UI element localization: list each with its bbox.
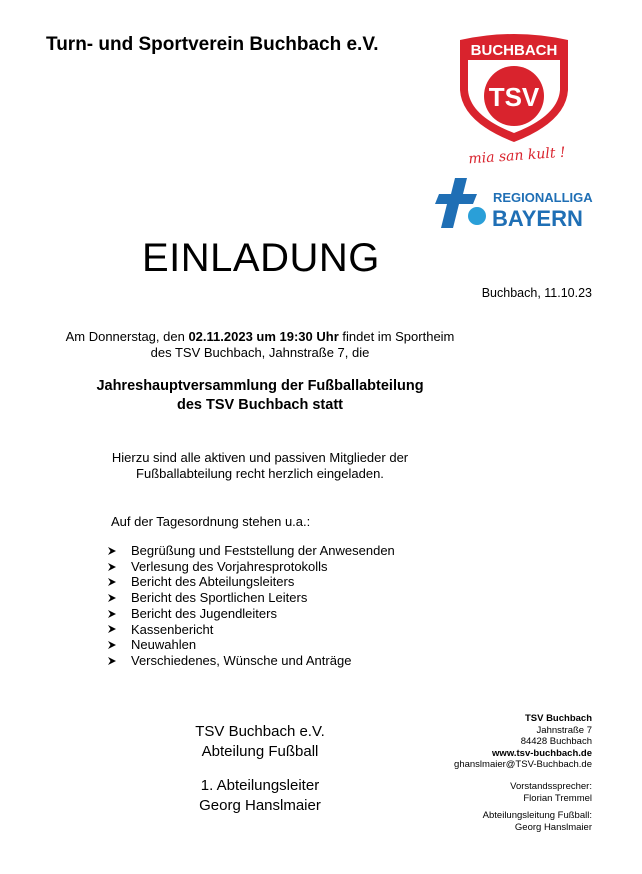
tsv-logo-slogan: mia san kult ! [467, 144, 567, 168]
agenda-item-label: Bericht des Abteilungsleiters [131, 574, 295, 590]
intro-part2: findet im Sportheim [338, 329, 455, 344]
contact-street: Jahnstraße 7 [536, 724, 592, 736]
agenda-item-label: Verlesung des Vorjahresprotokolls [131, 558, 328, 574]
signature-role: 1. Abteilungsleiter [200, 777, 320, 794]
agenda-item-label: Verschiedenes, Wünsche und Anträge [131, 652, 352, 668]
arrow-bullet-icon [107, 656, 117, 666]
spokesperson-name: Florian Tremmel [523, 792, 592, 804]
tsv-logo-top-text: BUCHBACH [470, 42, 558, 59]
club-name: Turn- und Sportverein Buchbach e.V. [46, 34, 379, 55]
intro-line1 [20, 329, 500, 345]
agenda-item [107, 637, 395, 653]
signature-org-line2: Abteilung Fußball [201, 743, 319, 760]
agenda-item [107, 606, 395, 622]
contact-management [483, 810, 592, 833]
contact-email-link[interactable]: ghanslmaier@TSV-Buchbach.de [454, 759, 592, 770]
headline-line1: Jahreshauptversammlung der Fußballabteilung [96, 378, 424, 394]
agenda-item [107, 590, 395, 606]
arrow-bullet-icon [107, 640, 117, 650]
regionalliga-bayern-logo [433, 176, 597, 230]
meeting-datetime: 02.11.2023 um 19:30 Uhr [188, 329, 339, 344]
arrow-bullet-icon [107, 609, 117, 619]
arrow-bullet-icon [107, 546, 117, 556]
agenda-item [107, 653, 395, 669]
agenda-item [107, 622, 395, 638]
intro-part1: Am Donnerstag, den [65, 329, 189, 344]
contact-web-link[interactable]: www.tsv-buchbach.de [492, 747, 592, 759]
tsv-logo-center-text: TSV [488, 82, 540, 112]
agenda-list [107, 543, 395, 669]
page-title: EINLADUNG [142, 236, 380, 280]
agenda-item-label: Neuwahlen [131, 637, 197, 653]
intro-text [20, 329, 500, 361]
agenda-item [107, 543, 395, 559]
signature-name: Georg Hanslmaier [199, 797, 321, 814]
place-date: Buchbach, 11.10.23 [481, 286, 592, 300]
agenda-intro: Auf der Tagesordnung stehen u.a.: [111, 514, 311, 529]
spokesperson-label: Vorstandssprecher: [510, 781, 592, 792]
arrow-bullet-icon [107, 562, 117, 572]
agenda-item-label: Begrüßung und Feststellung der Anwesenden [131, 543, 395, 558]
agenda-item-label: Kassenbericht [131, 621, 214, 637]
invitation-text [20, 450, 500, 482]
agenda-item-label: Bericht des Sportlichen Leiters [131, 590, 308, 606]
arrow-bullet-icon [107, 593, 117, 603]
signature-org [160, 722, 360, 762]
signature-person [160, 776, 360, 816]
agenda-item-label: Bericht des Jugendleiters [131, 605, 277, 621]
regionalliga-line1: REGIONALLIGA [493, 190, 593, 205]
headline-line2: des TSV Buchbach statt [177, 397, 343, 413]
agenda-item [107, 574, 395, 590]
regionalliga-line2: BAYERN [492, 206, 583, 230]
management-name: Georg Hanslmaier [514, 821, 592, 833]
meeting-headline [20, 377, 500, 415]
agenda-item [107, 559, 395, 575]
contact-address [454, 713, 592, 771]
contact-spokesperson [510, 781, 592, 804]
management-label: Abteilungsleitung Fußball: [482, 810, 592, 821]
contact-org: TSV Buchbach [524, 713, 592, 724]
invitation-line2: Fußballabteilung recht herzlich eingeladen. [136, 466, 384, 481]
contact-city: 84428 Buchbach [520, 736, 592, 747]
intro-line2: des TSV Buchbach, Jahnstraße 7, die [150, 345, 370, 360]
tsv-buchbach-logo [454, 30, 574, 170]
signature-org-line1: TSV Buchbach e.V. [195, 723, 325, 740]
regionalliga-ball-icon [468, 207, 486, 225]
invitation-line1: Hierzu sind alle aktiven und passiven Mitglieder der [111, 450, 409, 465]
arrow-bullet-icon [107, 577, 117, 587]
arrow-bullet-icon [107, 624, 117, 634]
